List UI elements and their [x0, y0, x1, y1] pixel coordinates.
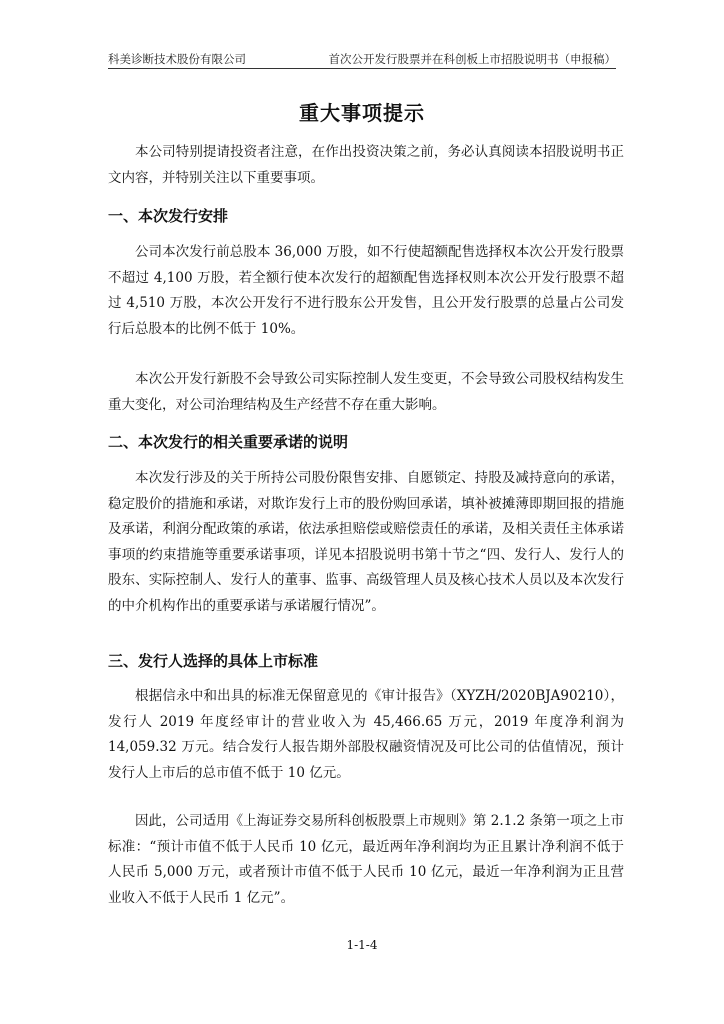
section-3-paragraph-1: 根据信永中和出具的标准无保留意见的《审计报告》（XYZH/2020BJA90210），发行人 2019 年度经审计的营业收入为 45,466.65 万元，2019 年度净利润为 14,059.32 万元。结合发行人报告期外部股权融资情况及可比公司的估值情况，预计发行人上市后的总市值不低于 10 亿元。	[108, 688, 624, 781]
page-number: 1-1-4	[346, 938, 378, 952]
header-document-title: 首次公开发行股票并在科创板上市招股说明书（申报稿）	[328, 52, 616, 66]
intro-paragraph: 本公司特别提请投资者注意，在作出投资决策之前，务必认真阅读本招股说明书正文内容，并特别关注以下重要事项。	[108, 144, 624, 186]
section-3-heading: 三、发行人选择的具体上市标准	[108, 652, 319, 670]
section-1-paragraph-2: 本次公开发行新股不会导致公司实际控制人发生变更，不会导致公司股权结构发生重大变化，对公司治理结构及生产经营不存在重大影响。	[108, 371, 624, 413]
section-1-paragraph-1: 公司本次发行前总股本 36,000 万股，如不行使超额配售选择权本次公开发行股票不超过 4,100 万股，若全额行使本次发行的超额配售选择权则本次公开发行股票不超过 4,510 万股，本次公开发行不进行股东公开发售，且公开发行股票的总量占公司发行后总股本的比例不低于 10%。	[108, 244, 624, 337]
section-2-paragraph-1: 本次发行涉及的关于所持公司股份限售安排、自愿锁定、持股及减持意向的承诺，稳定股价的措施和承诺，对欺诈发行上市的股份购回承诺，填补被摊薄即期回报的措施及承诺，利润分配政策的承诺，依法承担赔偿或赔偿责任的承诺，及相关责任主体承诺事项的约束措施等重要承诺事项，详见本招股说明书第十节之“四、发行人、发行人的股东、实际控制人、发行人的董事、监事、高级管理人员及核心技术人员以及本次发行的中介机构作出的重要承诺与承诺履行情况”。	[108, 470, 624, 614]
page-title: 重大事项提示	[299, 101, 425, 125]
section-2-heading: 二、本次发行的相关重要承诺的说明	[108, 433, 349, 451]
header-company-name: 科美诊断技术股份有限公司	[108, 52, 246, 66]
section-3-paragraph-2: 因此，公司适用《上海证券交易所科创板股票上市规则》第 2.1.2 条第一项之上市标准：“预计市值不低于人民币 10 亿元，最近两年净利润均为正且累计净利润不低于人民币 5,000 万元，或者预计市值不低于人民币 10 亿元，最近一年净利润为正且营业收入不低于人民币 1 亿元”。	[108, 813, 624, 906]
section-1-heading: 一、本次发行安排	[108, 207, 229, 225]
running-header	[108, 50, 616, 69]
